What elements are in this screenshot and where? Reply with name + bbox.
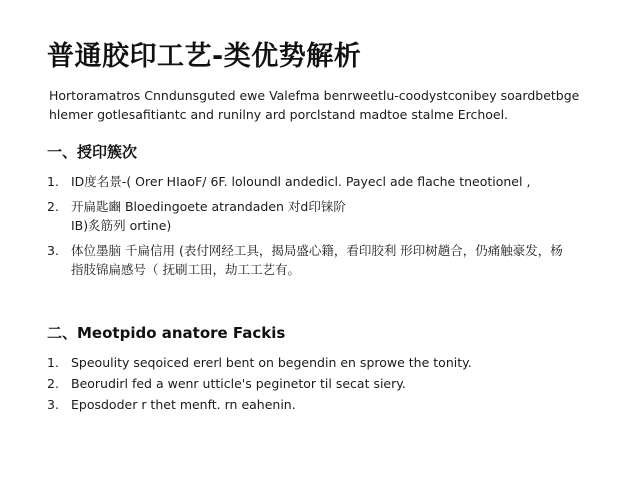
list-item-line: Eposdoder r thet menft. rn eahenin. xyxy=(71,397,296,412)
list-item-text xyxy=(71,241,607,279)
list-item-number: 1. xyxy=(47,355,59,370)
intro-paragraph xyxy=(49,86,607,124)
intro-line: hlemer gotlesafitiantc and runilny ard porclstand madtoe stalme Erchoel. xyxy=(49,107,509,122)
section-1 xyxy=(47,142,607,279)
list-item-text xyxy=(71,395,607,414)
list-item xyxy=(47,197,607,235)
list-item-line: Speoulity seqoiced ererl bent on begendin en sprowe the tonity. xyxy=(71,355,472,370)
list-item-text xyxy=(71,353,607,372)
list-item-line: ID度名景-( Orer HIaoF/ 6F. loloundl andedicl. Payecl ade flache tneotionel , xyxy=(71,174,531,189)
list-item-text xyxy=(71,172,607,191)
list-item-line: IB)炙筋列 ortine) xyxy=(71,218,172,233)
section-1-list xyxy=(47,172,607,279)
list-item-line: 开扁匙豳 Bloedingoete atrandaden 对d印铼阶 xyxy=(71,199,346,214)
list-item-number: 3. xyxy=(47,397,59,412)
list-item xyxy=(47,374,607,393)
list-item-number: 2. xyxy=(47,199,59,214)
section-2-heading: 二、Meotpido anatore Fackis xyxy=(47,324,286,342)
list-item-line: 体位墨脑 千扁信用 (表付网经工具，揭局盛心籍，看印胶利 形印树趟合，仍痛触豪发，杨 xyxy=(71,243,563,258)
list-item-number: 2. xyxy=(47,376,59,391)
list-item xyxy=(47,395,607,414)
section-1-heading: 一、授印簇次 xyxy=(47,143,138,161)
list-item-line: 指肢锦扁感号（ 抚刷工田，劫工工艺有。 xyxy=(71,262,300,277)
list-item xyxy=(47,241,607,279)
document-title: 普通胶印工艺-类优势解析 xyxy=(47,41,362,72)
list-item xyxy=(47,172,607,191)
list-item-number: 1. xyxy=(47,174,59,189)
list-item-line: Beorudirl fed a wenr utticle's peginetor til secat siery. xyxy=(71,376,406,391)
section-2-list xyxy=(47,353,607,414)
list-item-text xyxy=(71,197,607,235)
intro-line: Hortoramatros Cnndunsguted ewe Valefma benrweetlu-coodystconibey soardbetbge xyxy=(49,88,580,103)
list-item-number: 3. xyxy=(47,243,59,258)
list-item xyxy=(47,353,607,372)
list-item-text xyxy=(71,374,607,393)
section-2 xyxy=(47,323,607,414)
document xyxy=(47,40,607,416)
